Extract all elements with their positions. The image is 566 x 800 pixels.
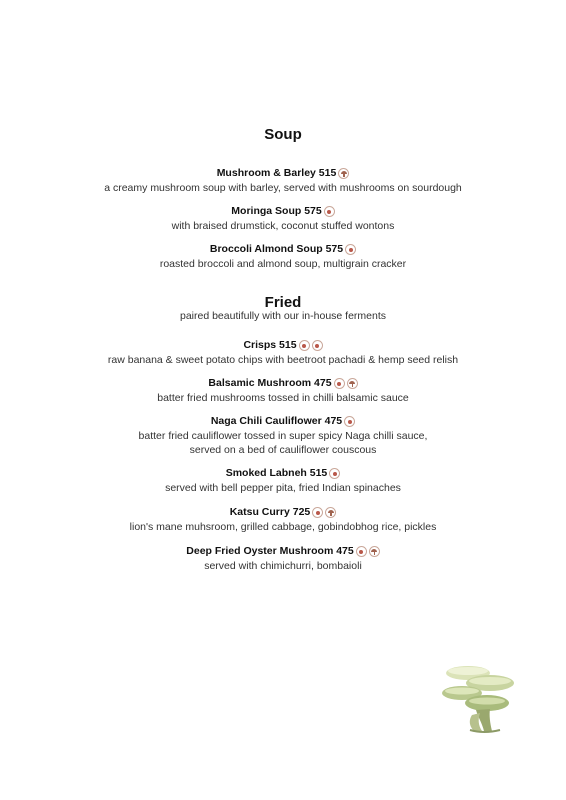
dot-icon — [329, 468, 340, 479]
dot-icon — [334, 378, 345, 389]
dot-icon — [356, 546, 367, 557]
item-name: Naga Chili Cauliflower 475 — [210, 415, 343, 427]
item-description: served with bell pepper pita, fried Indian spinaches — [165, 482, 401, 494]
section-title-fried: Fried — [264, 294, 302, 311]
dot-icon — [344, 416, 355, 427]
item-name: Moringa Soup 575 — [231, 205, 322, 217]
dot-icon — [312, 507, 323, 518]
dot-icon — [312, 340, 323, 351]
item-name: Broccoli Almond Soup 575 — [209, 243, 344, 255]
dot-icon — [324, 206, 335, 217]
menu-item — [0, 201, 566, 233]
item-description: raw banana & sweet potato chips with beetroot pachadi & hemp seed relish — [107, 354, 459, 366]
item-name: Katsu Curry 725 — [229, 506, 311, 518]
item-name: Smoked Labneh 515 — [225, 467, 328, 479]
menu-item — [0, 335, 566, 367]
mushroom-icon — [369, 546, 380, 557]
dot-icon — [299, 340, 310, 351]
item-description: served with chimichurri, bombaioli — [204, 560, 362, 572]
item-name: Mushroom & Barley 515 — [216, 167, 337, 179]
item-description: with braised drumstick, coconut stuffed wontons — [171, 220, 395, 232]
item-description: batter fried mushrooms tossed in chilli balsamic sauce — [157, 392, 409, 404]
menu-item — [0, 411, 566, 457]
item-name: Crisps 515 — [243, 339, 297, 351]
item-description: a creamy mushroom soup with barley, served with mushrooms on sourdough — [104, 182, 462, 194]
item-description: roasted broccoli and almond soup, multigrain cracker — [159, 258, 407, 270]
section-subtitle: paired beautifully with our in-house ferments — [179, 310, 387, 322]
menu-item — [0, 163, 566, 195]
mushroom-icon — [338, 168, 349, 179]
mushroom-illustration — [432, 655, 524, 735]
dot-icon — [345, 244, 356, 255]
item-name: Balsamic Mushroom 475 — [208, 377, 332, 389]
item-description: batter fried cauliflower tossed in super spicy Naga chilli sauce, — [138, 430, 428, 442]
menu-item — [0, 239, 566, 271]
menu-item — [0, 541, 566, 573]
mushroom-icon — [325, 507, 336, 518]
item-description: served on a bed of cauliflower couscous — [189, 444, 377, 456]
section-title-soup: Soup — [264, 126, 302, 143]
item-name: Deep Fried Oyster Mushroom 475 — [186, 545, 354, 557]
menu-item — [0, 502, 566, 534]
mushroom-icon — [347, 378, 358, 389]
menu-item — [0, 463, 566, 495]
item-description: lion's mane muhsroom, grilled cabbage, gobindobhog rice, pickles — [129, 521, 437, 533]
menu-item — [0, 373, 566, 405]
